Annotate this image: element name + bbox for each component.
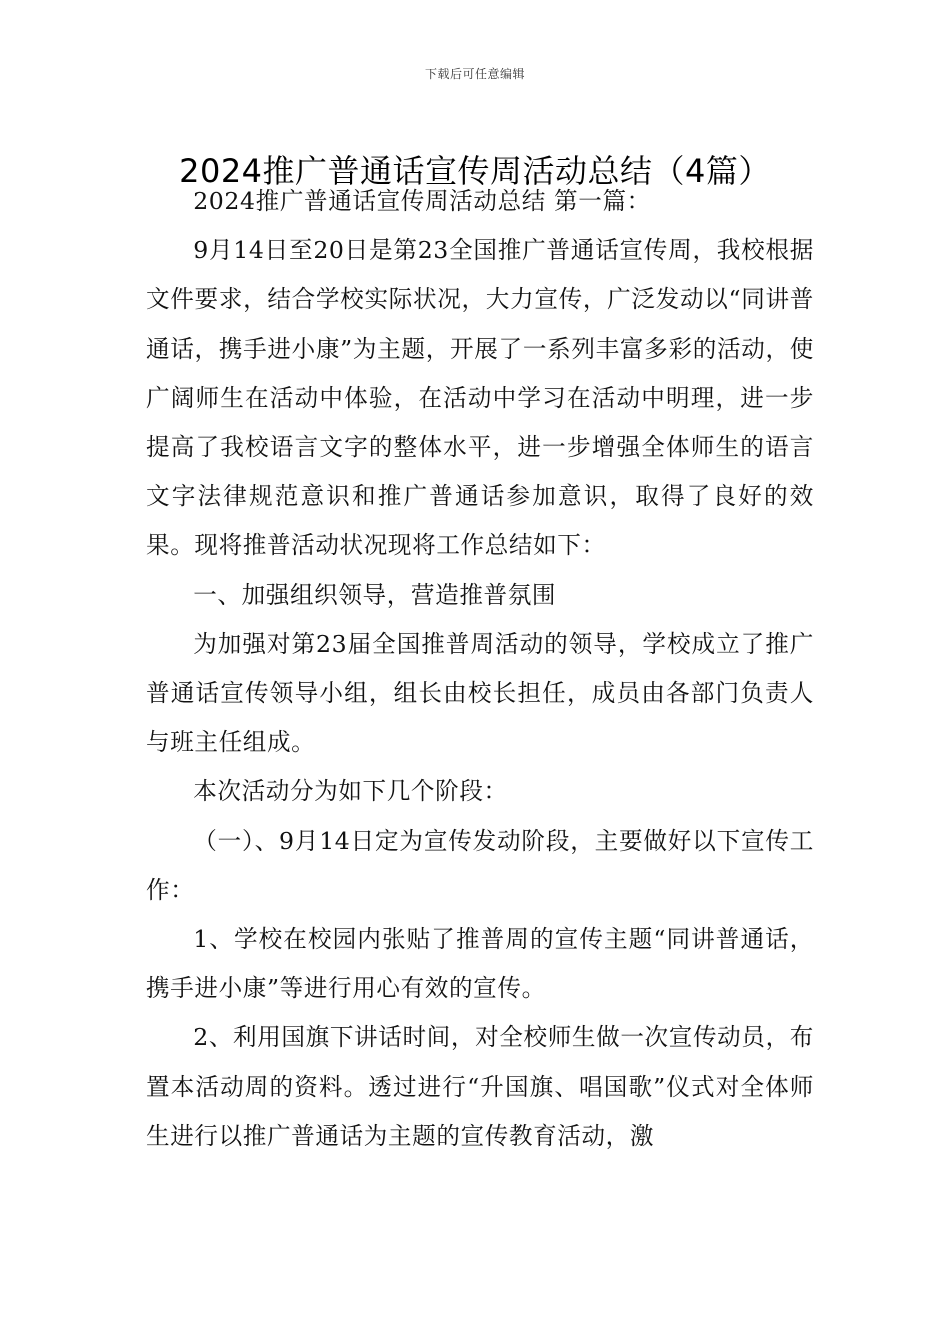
paragraph-heading-organization: 一、加强组织领导，营造推普氛围	[193, 580, 557, 609]
header-note: 下载后可任意编辑	[424, 67, 525, 81]
paragraph-stages-intro: 本次活动分为如下几个阶段：	[193, 777, 508, 806]
document-body	[146, 177, 814, 1161]
paragraph-stage-one: （一）、9月14日定为宣传发动阶段，主要做好以下宣传工作：	[146, 826, 814, 904]
paragraph-section-heading: 2024推广普通话宣传周活动总结 第一篇：	[193, 187, 651, 215]
paragraph-item-two: 2、利用国旗下讲话时间，对全校师生做一次宣传动员，布置本活动周的资料。透过进行“升国旗、唱国歌”仪式对全体师生进行以推广普通话为主题的宣传教育活动，激	[146, 1023, 814, 1150]
paragraph-leadership-group: 为加强对第23届全国推普周活动的领导，学校成立了推广普通话宣传领导小组，组长由校长担任，成员由各部门负责人与班主任组成。	[146, 629, 814, 757]
document-title: 2024推广普通话宣传周活动总结（4篇）	[179, 152, 771, 191]
paragraph-item-one: 1、学校在校园内张贴了推普周的宣传主题“同讲普通话，携手进小康”等进行用心有效的宣传。	[146, 925, 814, 1003]
paragraph-intro: 9月14日至20日是第23全国推广普通话宣传周，我校根据文件要求，结合学校实际状况，大力宣传，广泛发动以“同讲普通话，携手进小康”为主题，开展了一系列丰富多彩的活动，使广阔师生在活动中体验，在活动中学习在活动中明理，进一步提高了我校语言文字的整体水平，进一步增强全体师生的语言文字法律规范意识和推广普通话参加意识，取得了良好的效果。现将推普活动状况现将工作总结如下：	[146, 236, 814, 560]
